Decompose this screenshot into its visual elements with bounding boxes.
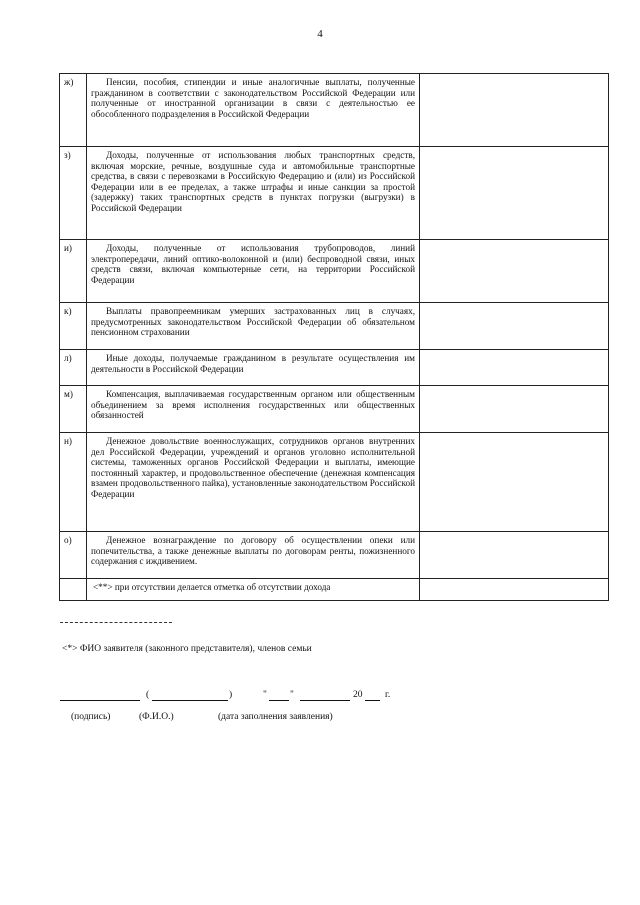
caption-signature: (подпись) <box>71 712 111 722</box>
signature-row <box>60 690 620 704</box>
date-open-quote: " <box>263 690 267 700</box>
row-letter-empty <box>60 579 87 601</box>
row-value-field[interactable] <box>420 147 609 240</box>
month-line[interactable] <box>300 690 350 704</box>
table-row <box>60 147 609 240</box>
row-letter: ж) <box>60 74 87 147</box>
year-line[interactable] <box>365 690 380 704</box>
row-value-field[interactable] <box>420 240 609 303</box>
row-letter: н) <box>60 433 87 532</box>
year-prefix: 20 <box>353 690 363 700</box>
row-letter: о) <box>60 532 87 579</box>
table-row-note <box>60 579 609 601</box>
row-value-field[interactable] <box>420 532 609 579</box>
row-letter: л) <box>60 350 87 386</box>
row-description: Компенсация, выплачиваемая государственным органом или общественным объединением за время исполнения государственных или общественных обязанностей <box>87 386 420 433</box>
row-description: Пенсии, пособия, стипендии и иные аналогичные выплаты, полученные гражданином в соответствии с законодательством Российской Федерации или полученные от иностранной организации в связи с деятельностью ее обособленного подразделения в Российской Федерации <box>87 74 420 147</box>
caption-date: (дата заполнения заявления) <box>218 712 333 722</box>
date-close-quote: " <box>290 690 294 700</box>
row-letter: з) <box>60 147 87 240</box>
row-value-field[interactable] <box>420 74 609 147</box>
row-description: Денежное довольствие военнослужащих, сотрудников органов внутренних дел Российской Федерации, учреждений и органов уголовно исполнительной системы, таможенных органов Российской Федерации и выплаты, имеющие постоянный характер, и продовольственное обеспечение (денежная компенсация взамен продовольственного пайка), установленные законодательством Российской Федерации <box>87 433 420 532</box>
row-value-field[interactable] <box>420 303 609 350</box>
row-letter: и) <box>60 240 87 303</box>
day-line[interactable] <box>269 690 289 704</box>
page-number: 4 <box>317 28 323 40</box>
table-note: <**> при отсутствии делается отметка об отсутствии дохода <box>87 579 420 601</box>
name-line[interactable] <box>152 690 228 704</box>
income-table <box>59 73 609 601</box>
row-value-field[interactable] <box>420 433 609 532</box>
table-row <box>60 303 609 350</box>
year-suffix: г. <box>385 690 391 700</box>
signature-line[interactable] <box>60 690 140 704</box>
table-row <box>60 532 609 579</box>
row-description: Выплаты правопреемникам умерших застрахованных лиц в случаях, предусмотренных законодательством Российской Федерации об обязательном пенсионном страховании <box>87 303 420 350</box>
row-value-field[interactable] <box>420 579 609 601</box>
row-value-field[interactable] <box>420 386 609 433</box>
table-row <box>60 433 609 532</box>
row-value-field[interactable] <box>420 350 609 386</box>
footnote: <*> ФИО заявителя (законного представителя), членов семьи <box>62 644 312 654</box>
table-row <box>60 74 609 147</box>
row-letter: м) <box>60 386 87 433</box>
row-description: Доходы, полученные от использования трубопроводов, линий электропередачи, линий оптико-волоконной и (или) беспроводной связи, иных средств связи, включая компьютерные сети, на территории Российской Федерации <box>87 240 420 303</box>
signature-captions <box>60 712 620 726</box>
row-description: Доходы, полученные от использования любых транспортных средств, включая морские, речные, воздушные суда и автомобильные транспортные средства, в связи с перевозками в Российскую Федерацию и (или) из Российской Федерации или в ее пределах, а также штрафы и иные санкции за простой (задержку) таких транспортных средств в пунктах погрузки (выгрузки) в Российской Федерации <box>87 147 420 240</box>
footnote-divider <box>60 622 172 623</box>
row-description: Денежное вознаграждение по договору об осуществлении опеки или попечительства, а также денежные выплаты по договорам ренты, пожизненного содержания с иждивением. <box>87 532 420 579</box>
table-row <box>60 350 609 386</box>
table-row <box>60 240 609 303</box>
row-letter: к) <box>60 303 87 350</box>
caption-name: (Ф.И.О.) <box>139 712 174 722</box>
name-open-paren: ( <box>146 690 150 700</box>
row-description: Иные доходы, получаемые гражданином в результате осуществления им деятельности в Российской Федерации <box>87 350 420 386</box>
table-row <box>60 386 609 433</box>
name-close-paren: ) <box>229 690 233 700</box>
